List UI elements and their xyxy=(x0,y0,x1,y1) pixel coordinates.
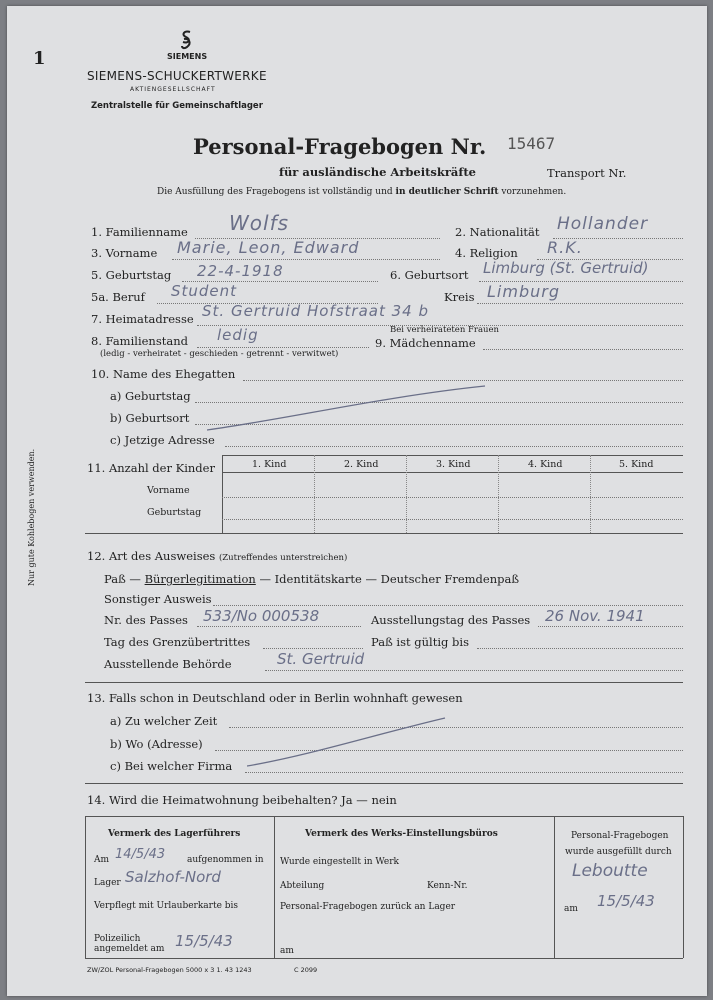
kind-3-header: 3. Kind xyxy=(436,459,471,470)
behoerde-value: St. Gertruid xyxy=(277,650,365,668)
field-10b-label: b) Geburtsort xyxy=(110,411,190,425)
transport-label: Transport Nr. xyxy=(547,166,627,180)
field-12-label: 12. Art des Ausweises (Zutreffendes unterstreichen) xyxy=(87,549,348,563)
col1-lager-value: Salzhof-Nord xyxy=(125,868,221,886)
ausstellungstag-label: Ausstellungstag des Passes xyxy=(371,613,531,627)
field-10c-label: c) Jetzige Adresse xyxy=(110,433,215,447)
company-name: SIEMENS-SCHUCKERTWERKE xyxy=(87,69,267,83)
subtitle: für ausländische Arbeitskräfte xyxy=(279,165,476,179)
field-7-label: 7. Heimatadresse xyxy=(91,312,194,326)
footer-left: ZW/ZOL Personal-Fragebogen 5000 x 3 1. 43 1243 xyxy=(87,966,252,974)
form-page xyxy=(7,6,707,996)
instruction: Die Ausfüllung des Fragebogens ist vollständig und in deutlicher Schrift vorzunehmen. xyxy=(157,187,567,197)
form-number: 15467 xyxy=(507,134,556,153)
col3-am-value: 15/5/43 xyxy=(597,892,655,910)
col2-kenn: Kenn-Nr. xyxy=(427,881,468,891)
page-title: Personal-Fragebogen Nr. xyxy=(193,134,487,159)
col2-am: am xyxy=(280,946,294,956)
col1-aufgenommen: aufgenommen in xyxy=(187,855,264,865)
field-5a-value: Student xyxy=(171,282,238,300)
field-10a-label: a) Geburtstag xyxy=(110,389,191,403)
field-14-label: 14. Wird die Heimatwohnung beibehalten? Ja — nein xyxy=(87,793,397,807)
passnr-value: 533/No 000538 xyxy=(203,607,320,625)
siemens-logo-icon xyxy=(178,29,196,51)
field-5a-label: 5a. Beruf xyxy=(91,290,145,304)
vorname-row-label: Vorname xyxy=(147,485,190,496)
col1-polizeilich-value: 15/5/43 xyxy=(175,932,233,950)
field-2-value: Hollander xyxy=(557,214,649,234)
col2-title: Vermerk des Werks-Einstellungsbüros xyxy=(305,829,498,839)
company-subtitle: AKTIENGESELLSCHAFT xyxy=(130,86,216,93)
kind-5-header: 5. Kind xyxy=(619,459,654,470)
col3-title-2: wurde ausgefüllt durch xyxy=(565,847,672,857)
field-3-label: 3. Vorname xyxy=(91,246,158,260)
field-8-value: ledig xyxy=(217,326,259,344)
geburtstag-row-label: Geburtstag xyxy=(147,507,202,518)
kind-4-header: 4. Kind xyxy=(528,459,563,470)
field-7-value: St. Gertruid Hofstraat 34 b xyxy=(202,302,429,320)
field-6-value: Limburg (St. Gertruid) xyxy=(483,259,649,277)
col3-am: am xyxy=(564,904,578,914)
gueltig-label: Paß ist gültig bis xyxy=(371,635,469,649)
col3-signature: Leboutte xyxy=(572,861,648,881)
field-8-hint: (ledig - verheiratet - geschieden - getrennt - verwitwet) xyxy=(100,349,339,359)
kind-1-header: 1. Kind xyxy=(252,459,287,470)
field-8-label: 8. Familienstand xyxy=(91,334,188,348)
kind-2-header: 2. Kind xyxy=(344,459,379,470)
behoerde-label: Ausstellende Behörde xyxy=(104,657,232,671)
ausweis-options: Paß — Bürgerlegitimation — Identitätskarte — Deutscher Fremdenpaß xyxy=(104,572,520,586)
field-13c-label: c) Bei welcher Firma xyxy=(110,759,233,773)
field-1-value: Wolfs xyxy=(229,211,290,235)
col1-lager: Lager xyxy=(94,878,121,888)
field-13-label: 13. Falls schon in Deutschland oder in Berlin wohnhaft gewesen xyxy=(87,691,463,705)
field-3-value: Marie, Leon, Edward xyxy=(177,238,360,257)
logo-text: SIEMENS xyxy=(167,52,208,61)
side-note: Nur gute Kohlebogen verwenden. xyxy=(27,448,36,586)
field-5-label: 5. Geburtstag xyxy=(91,268,172,282)
col1-polizeilich-1: Polizeilich xyxy=(94,934,141,944)
field-9-hint: Bei verheirateten Frauen xyxy=(390,325,500,335)
col2-eingestellt: Wurde eingestellt in Werk xyxy=(280,857,399,867)
strike-line xyxy=(207,384,487,434)
strike-line-13 xyxy=(247,716,447,768)
col3-title-1: Personal-Fragebogen xyxy=(571,831,669,841)
col1-title: Vermerk des Lagerführers xyxy=(108,829,241,839)
footer-right: C 2099 xyxy=(294,966,318,974)
field-13b-label: b) Wo (Adresse) xyxy=(110,737,203,751)
col1-verpflegt: Verpflegt mit Urlauberkarte bis xyxy=(94,901,239,911)
col1-am: Am xyxy=(94,855,110,865)
field-5-value: 22-4-1918 xyxy=(197,262,284,280)
page-number: 1 xyxy=(33,48,46,69)
field-4-label: 4. Religion xyxy=(455,246,518,260)
field-2-label: 2. Nationalität xyxy=(455,225,540,239)
col2-abteilung: Abteilung xyxy=(280,881,325,891)
field-6-label: 6. Geburtsort xyxy=(390,268,469,282)
kreis-value: Limburg xyxy=(487,282,560,301)
field-13a-label: a) Zu welcher Zeit xyxy=(110,714,218,728)
passnr-label: Nr. des Passes xyxy=(104,613,188,627)
field-10-label: 10. Name des Ehegatten xyxy=(91,367,236,381)
col1-polizeilich-2: angemeldet am xyxy=(94,944,165,954)
ausstellungstag-value: 26 Nov. 1941 xyxy=(545,607,645,625)
field-4-value: R.K. xyxy=(547,238,583,257)
col2-zurueck: Personal-Fragebogen zurück an Lager xyxy=(280,902,456,912)
sonstiger-label: Sonstiger Ausweis xyxy=(104,592,212,606)
field-9-label: 9. Mädchenname xyxy=(375,336,476,350)
field-11-label: 11. Anzahl der Kinder xyxy=(87,461,215,475)
grenz-label: Tag des Grenzübertrittes xyxy=(104,635,251,649)
field-1-label: 1. Familienname xyxy=(91,225,188,239)
department: Zentralstelle für Gemeinschaftlager xyxy=(91,101,263,111)
col1-am-value: 14/5/43 xyxy=(115,847,166,862)
kreis-label: Kreis xyxy=(444,290,475,304)
